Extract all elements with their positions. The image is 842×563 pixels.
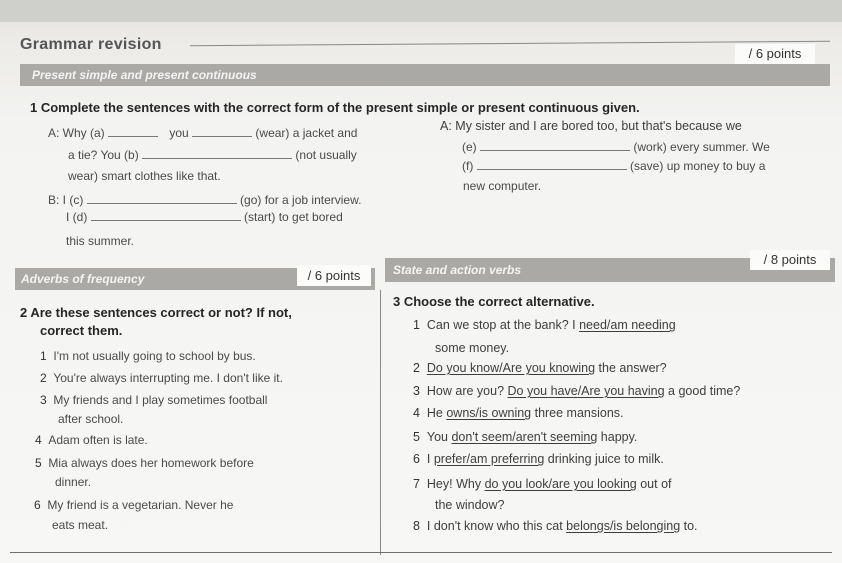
blank-e[interactable] [480,150,630,151]
q3-item-7-line2: the window? [435,498,505,512]
bottom-rule [10,552,832,553]
alternative-choice[interactable]: owns/is owning [446,406,532,420]
q1-dialogue-right-line4: new computer. [463,179,542,193]
q2-item-5: 5 Mia always does her homework before [35,456,254,470]
section-label: State and action verbs [393,263,522,277]
q2-item-4: 4 Adam often is late. [35,433,148,447]
q3-instruction: 3 Choose the correct alternative. [393,294,595,309]
q3-item-1-line2: some money. [435,341,510,355]
q3-item-1: 1 Can we stop at the bank? I need/am needing [413,318,676,332]
q3-item-2: 2 Do you know/Are you knowing the answer? [413,361,667,375]
blank-d[interactable] [91,220,241,221]
alternative-choice[interactable]: do you look/are you looking [484,477,637,491]
blank-f[interactable] [477,169,627,170]
q3-item-6: 6 I prefer/am preferring drinking juice to milk. [413,452,664,466]
section-bar-present-tenses [20,64,830,86]
q3-item-3: 3 How are you? Do you have/Are you having a good time? [413,384,741,398]
q1-dialogue-a-line3: wear) smart clothes like that. [68,169,221,183]
points-box-section-2: / 6 points [297,265,371,286]
blank-a[interactable] [108,136,158,137]
q2-item-6: 6 My friend is a vegetarian. Never he [34,498,234,512]
alternative-choice[interactable]: don't seem/aren't seeming [451,430,598,444]
alternative-choice[interactable]: need/am needing [579,318,676,332]
blank-b[interactable] [142,158,292,159]
section-label: Present simple and present continuous [32,68,257,82]
q1-dialogue-b-line3: this summer. [66,234,135,248]
points-box-section-3: / 8 points [750,250,830,270]
alternative-choice[interactable]: prefer/am preferring [433,452,545,466]
alternative-choice[interactable]: Do you know/Are you knowing [426,361,596,375]
points-box-section-1: / 6 points [735,44,815,64]
q2-item-3-line2: after school. [58,412,124,426]
q1-dialogue-a-line1: A: Why (a) you (wear) a jacket and [48,126,358,140]
title-rule [190,41,830,46]
q2-item-1: 1 I'm not usually going to school by bus. [40,349,256,363]
q1-dialogue-b-line2: I (d) (start) to get bored [66,210,343,224]
alternative-choice[interactable]: Do you have/Are you having [507,384,665,398]
blank-c[interactable] [87,203,237,204]
q2-item-3: 3 My friends and I play sometimes football [40,393,268,407]
blank-a2[interactable] [192,136,252,137]
top-edge [0,0,842,22]
section-label: Adverbs of frequency [21,272,145,286]
q3-item-8: 8 I don't know who this cat belongs/is belonging to. [413,519,698,533]
q3-item-7: 7 Hey! Why do you look/are you looking out of [413,477,672,491]
q1-dialogue-right-line3: (f) (save) up money to buy a [462,159,766,173]
q1-dialogue-right-line1: A: My sister and I are bored too, but that's because we [440,119,742,133]
q3-item-4: 4 He owns/is owning three mansions. [413,406,624,420]
alternative-choice[interactable]: belongs/is belonging [566,519,681,533]
q3-item-5: 5 You don't seem/aren't seeming happy. [413,430,638,444]
q2-instruction-line2: correct them. [40,323,123,338]
q1-instruction: 1 Complete the sentences with the correct form of the present simple or present continuous given. [30,100,640,115]
column-divider [380,290,381,555]
q1-dialogue-a-line2: a tie? You (b) (not usually [68,148,357,162]
q1-dialogue-right-line2: (e) (work) every summer. We [462,140,770,154]
page-title: Grammar revision [20,36,162,53]
q2-instruction-line1: 2 Are these sentences correct or not? If not, [20,305,292,320]
q2-item-5-line2: dinner. [55,475,92,489]
q2-item-6-line2: eats meat. [52,518,109,532]
q1-dialogue-b-line1: B: I (c) (go) for a job interview. [48,193,362,207]
q2-item-2: 2 You're always interrupting me. I don't like it. [40,371,283,385]
